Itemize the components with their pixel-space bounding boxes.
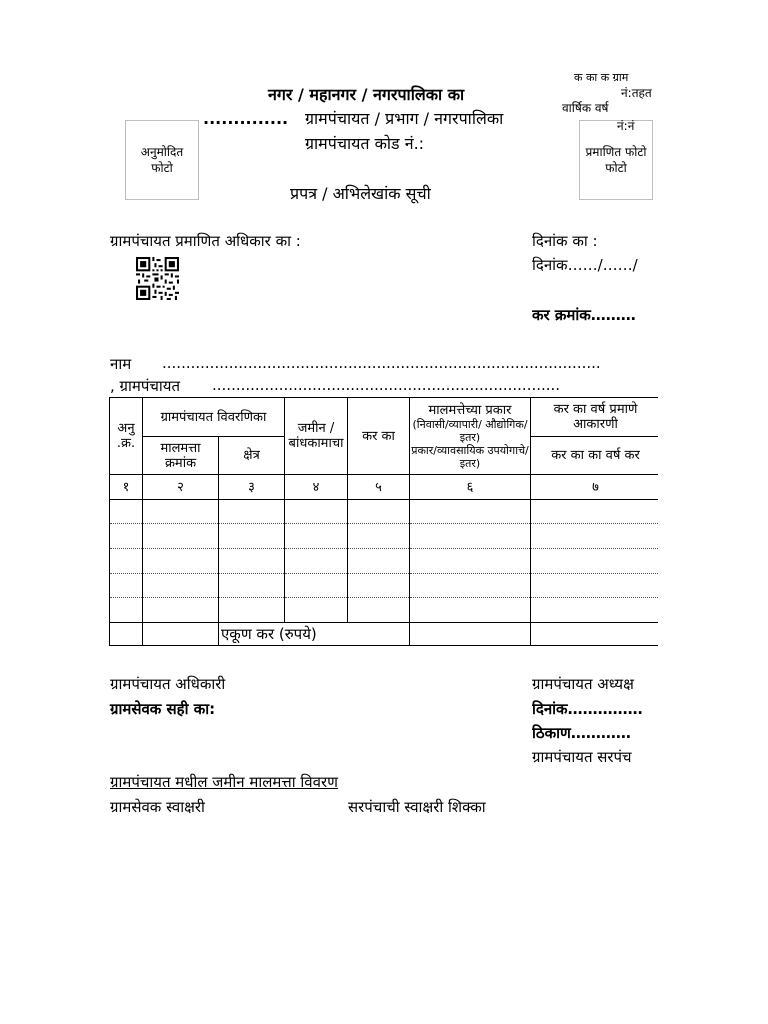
total-label: एकूण कर (रुपये) xyxy=(219,623,410,646)
col-number-3: ३ xyxy=(219,475,285,500)
address-dotted-line: ......................................................................... xyxy=(212,376,561,394)
col-number-5: ५ xyxy=(348,475,410,500)
property-type-sub: प्रकार/व्यावसायिक उपयोगाचे/इतर) xyxy=(411,443,529,470)
corner-text-2: नं:तहत xyxy=(621,86,652,100)
underlined-section-title: ग्रामपंचायत मधील जमीन मालमत्ता विवरण xyxy=(110,773,338,791)
table-row xyxy=(110,549,661,574)
right-photo-label: प्रमाणित फोटो फोटो xyxy=(585,145,647,175)
bottom-left-signature: ग्रामसेवक स्वाक्षरी xyxy=(110,798,205,816)
table-row xyxy=(110,500,661,524)
info-left-label: ग्रामपंचायत प्रमाणित अधिकार का : xyxy=(110,232,301,250)
col-number-2: २ xyxy=(143,475,219,500)
name-dotted-line: ............................................................................................ xyxy=(162,354,601,372)
col-number-1: १ xyxy=(110,475,143,500)
info-right-label-1: दिनांक का : xyxy=(532,232,598,250)
right-photo-box xyxy=(579,120,653,200)
address-label: , ग्रामपंचायत xyxy=(110,377,181,395)
info-right-label-3: कर क्रमांक……… xyxy=(532,306,636,324)
footer-left-2: ग्रामसेवक सही का: xyxy=(110,700,216,718)
header-line-1: नगर / महानगर / नगरपालिका का xyxy=(268,85,465,104)
left-photo-label: अनुमोदित फोटो xyxy=(140,145,184,175)
corner-text-1: क का क ग्राम xyxy=(574,71,629,84)
header-line-2: ग्रामपंचायत / प्रभाग / नगरपालिका xyxy=(305,109,504,128)
property-type-main: मालमत्तेच्या प्रकार xyxy=(428,402,512,418)
info-right-label-2: दिनांक……/……/ xyxy=(532,256,638,274)
property-type-paren: (निवासी/व्यापारी/ औद्योगिक/इतर) xyxy=(412,417,528,444)
footer-right-2: दिनांक…………… xyxy=(532,700,643,718)
col-number-4: ४ xyxy=(285,475,348,500)
table-row xyxy=(110,524,661,549)
footer-right-3: ठिकाण………… xyxy=(532,724,631,742)
table-row xyxy=(110,574,661,598)
name-label: नाम xyxy=(110,355,132,373)
bottom-right-signature: सरपंचाची स्वाक्षरी शिक्का xyxy=(348,798,486,816)
form-subtitle: प्रपत्र / अभिलेखांक सूची xyxy=(290,184,431,203)
footer-left-1: ग्रामपंचायत अधिकारी xyxy=(110,675,226,693)
qr-code xyxy=(136,257,179,300)
footer-right-1: ग्रामपंचायत अध्यक्ष xyxy=(532,675,634,693)
header-line-2-dots: .............. xyxy=(203,109,289,128)
col-number-7: ७ xyxy=(531,475,661,500)
table-row xyxy=(110,598,661,623)
col-serial-header: अनु .क्र. xyxy=(110,398,143,475)
col-property-type-header xyxy=(410,398,531,475)
left-photo-box xyxy=(125,120,199,200)
col-number-6: ६ xyxy=(410,475,531,500)
col-details-group-header: ग्रामपंचायत विवरणिका xyxy=(143,398,285,437)
page-right-edge xyxy=(658,0,768,1024)
corner-text-4: नं:नं xyxy=(617,119,635,133)
header-line-3: ग्रामपंचायत कोड नं.: xyxy=(305,134,425,153)
col-area-header: क्षेत्र xyxy=(219,437,285,475)
property-tax-table xyxy=(109,397,661,646)
col-yearly-tax-header: कर का का वर्ष कर xyxy=(531,437,661,475)
col-tax-header: कर का xyxy=(348,398,410,475)
corner-text-3: वार्षिक वर्ष xyxy=(562,101,609,115)
col-property-number-header: मालमत्ता क्रमांक xyxy=(143,437,219,475)
col-assessment-group-header: कर का वर्ष प्रमाणे आकारणी xyxy=(531,398,661,437)
col-land-header: जमीन / बांधकामाचा xyxy=(285,398,348,475)
footer-right-4: ग्रामपंचायत सरपंच xyxy=(532,748,632,766)
